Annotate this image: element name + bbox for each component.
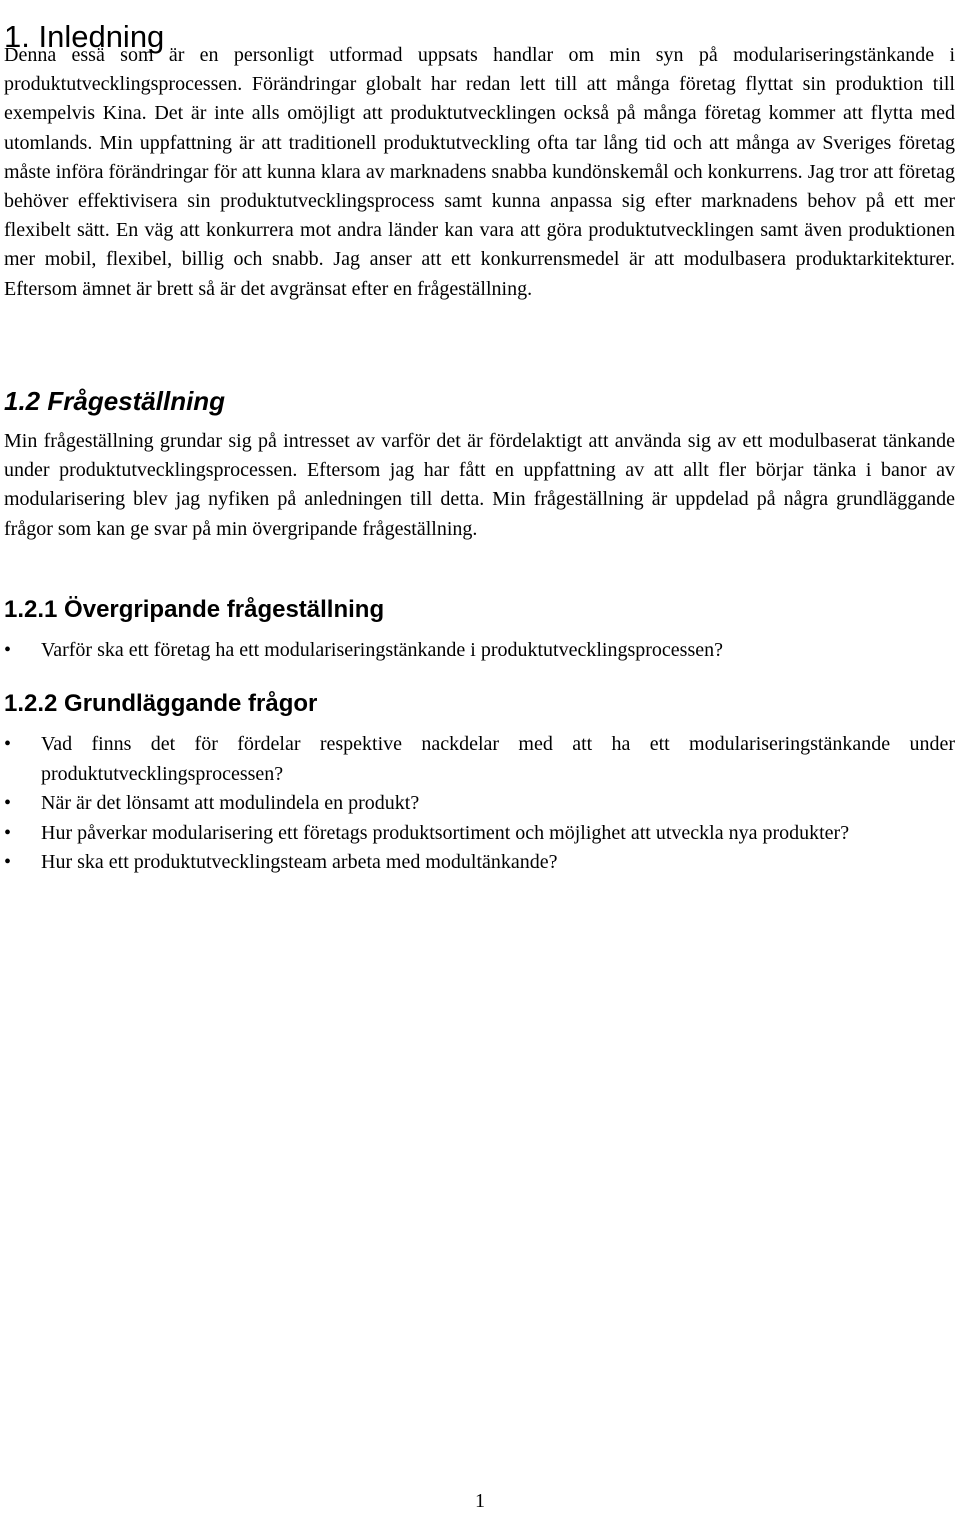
section-heading-1-2-1: 1.2.1 Övergripande frågeställning bbox=[4, 596, 385, 623]
bullet-icon: • bbox=[4, 733, 12, 755]
list-item-text: Vad finns det för fördelar respektive nackdelar med att ha ett modulariseringstänkande under produktutvecklingsprocessen? bbox=[41, 733, 955, 785]
bullet-icon: • bbox=[4, 821, 12, 844]
intro-paragraph: Denna essä som är en personligt utformad uppsats handlar om min syn på modulariseringstänkande i produktutvecklingsprocessen. Förändringar globalt har redan lett till att många företag flyttat sin produktion till exempelvis Kina. Det är inte alls omöjligt att produktutvecklingen också på många företag kommer att flytta med utomlands. Min uppfattning är att traditionell produktutveckling ofta tar lång tid och att många av Sveriges företag måste införa förändringar för att kunna klara av marknadens snabba kundönskemål och konkurrens. Jag tror att företag behöver effektivisera sin produktutvecklingsprocess samt kunna anpassa sig efter marknadens behov på ett mer flexibelt sätt. En väg att konkurrera mot andra länder kan vara att göra produktutvecklingen samt även produktionen mer mobil, flexibel, billig och snabb. Jag anser att ett konkurrensmedel är att modulbasera produktarkitekturer. Eftersom ämnet är brett så är det avgränsat efter en frågeställning. bbox=[4, 44, 955, 300]
section-1-2-paragraph: Min frågeställning grundar sig på intresset av varför det är fördelaktigt att använda sig av ett modulbaserat tänkande under produktutvecklingsprocessen. Eftersom jag har fått en uppfattning av att allt fler börjar tänka i banor av modularisering blev jag nyfiken på anledningen till detta. Min frågeställning är uppdelad på några grundläggande frågor som kan ge svar på min övergripande frågeställning. bbox=[4, 430, 955, 540]
list-item bbox=[0, 819, 955, 849]
list-item bbox=[0, 730, 955, 789]
list-item-text: Hur påverkar modularisering ett företags produktsortiment och möjlighet att utveckla nya produkter? bbox=[41, 821, 850, 844]
list-item bbox=[0, 848, 955, 878]
section-heading-1-2-2: 1.2.2 Grundläggande frågor bbox=[4, 690, 318, 717]
bullet-icon: • bbox=[4, 851, 12, 873]
section-heading-1-2: 1.2 Frågeställning bbox=[4, 386, 226, 416]
chapter-heading: 1. Inledning bbox=[4, 18, 165, 54]
basic-questions-list bbox=[0, 730, 960, 878]
list-item-text: Hur ska ett produktutvecklingsteam arbeta med modultänkande? bbox=[41, 851, 558, 873]
list-item bbox=[0, 789, 955, 819]
bullet-icon: • bbox=[4, 639, 12, 661]
list-item-text: När är det lönsamt att modulindela en produkt? bbox=[41, 792, 420, 814]
list-item-text: Varför ska ett företag ha ett modulariseringstänkande i produktutvecklingsprocessen? bbox=[41, 639, 724, 661]
overarching-question-list bbox=[0, 636, 960, 666]
bullet-icon: • bbox=[4, 792, 12, 814]
list-item bbox=[0, 636, 955, 666]
page-number: 1 bbox=[475, 1490, 485, 1512]
